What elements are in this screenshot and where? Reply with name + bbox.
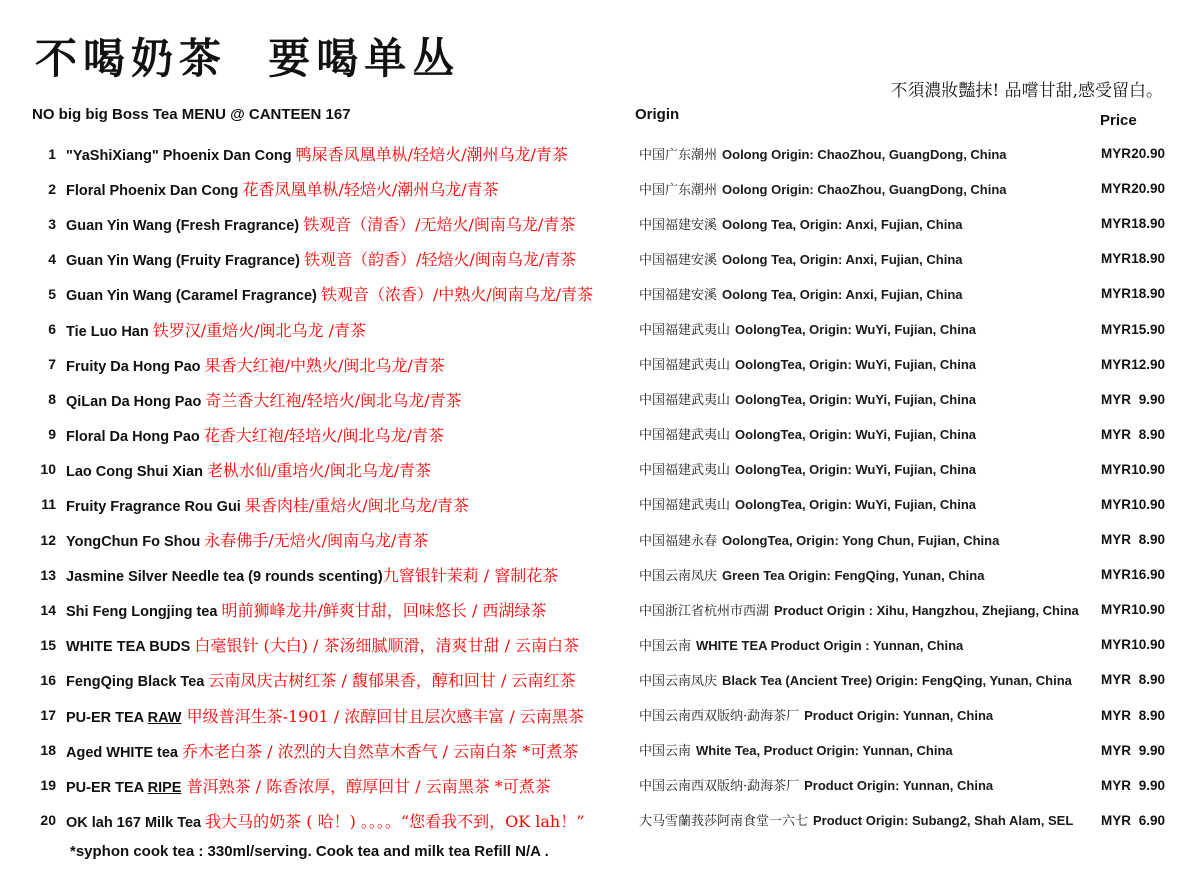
item-origin-cn: 中国福建安溪 bbox=[639, 252, 718, 268]
item-origin-en: Oolong Origin: ChaoZhou, GuangDong, China bbox=[722, 181, 1007, 197]
item-price-value: 20.90 bbox=[1131, 146, 1165, 162]
item-origin-cn: 中国云南凤庆 bbox=[639, 568, 718, 584]
item-price bbox=[1095, 357, 1165, 372]
item-desc-cn: 鸭屎香凤凰单枞/轻焙火/潮州乌龙/青茶 bbox=[295, 145, 568, 165]
item-name-en: PU-ER TEA bbox=[66, 779, 148, 796]
item-number: 12 bbox=[40, 531, 56, 548]
item-origin-cn: 中国广东潮州 bbox=[639, 147, 718, 163]
item-name-cell bbox=[58, 668, 632, 691]
item-price bbox=[1095, 813, 1165, 828]
item-currency: MYR bbox=[1101, 637, 1131, 653]
item-name-cell bbox=[58, 247, 632, 270]
item-currency: MYR bbox=[1101, 286, 1131, 302]
item-origin-en: Product Origin: Yunnan, China bbox=[804, 708, 994, 724]
item-price bbox=[1095, 672, 1165, 687]
menu-rows bbox=[0, 136, 1200, 838]
item-origin-en: Product Origin : Xihu, Hangzhou, Zhejiang, China bbox=[774, 602, 1079, 618]
item-price bbox=[1095, 602, 1165, 617]
item-price bbox=[1095, 146, 1165, 161]
item-origin bbox=[632, 705, 1095, 725]
item-name-underlined: RIPE bbox=[147, 779, 182, 796]
item-origin bbox=[632, 530, 1095, 550]
item-origin-en: OolongTea, Origin: WuYi, Fujian, China bbox=[735, 322, 976, 338]
item-price-value: 6.90 bbox=[1138, 812, 1165, 828]
item-name-en: Lao Cong Shui Xian bbox=[66, 463, 207, 480]
item-currency: MYR bbox=[1101, 181, 1131, 197]
item-number: 15 bbox=[40, 636, 56, 653]
item-name-cell bbox=[58, 493, 632, 516]
item-desc-cn: 我大马的奶茶 ( 哈！) 。。。。“您看我不到，OK lah！” bbox=[205, 811, 585, 831]
item-origin bbox=[632, 775, 1095, 795]
item-origin-cn: 中国广东潮州 bbox=[639, 182, 718, 198]
item-name-cell bbox=[58, 353, 632, 376]
item-price bbox=[1095, 567, 1165, 582]
item-desc-cn: 花香大红袍/轻培火/闽北乌龙/青茶 bbox=[203, 425, 444, 445]
item-origin bbox=[632, 144, 1095, 164]
item-name-cell bbox=[58, 318, 632, 341]
item-origin bbox=[632, 494, 1095, 514]
menu-item-row bbox=[28, 276, 1165, 311]
menu-item-row bbox=[28, 241, 1165, 276]
menu-header: NO big big Boss Tea MENU @ CANTEEN 167 bbox=[32, 106, 351, 123]
item-desc-cn: 花香凤凰单枞/轻焙火/潮州乌龙/青茶 bbox=[242, 180, 499, 200]
item-origin bbox=[632, 459, 1095, 479]
item-price-value: 10.90 bbox=[1131, 602, 1165, 618]
item-currency: MYR bbox=[1101, 216, 1131, 232]
item-origin bbox=[632, 179, 1095, 199]
item-currency: MYR bbox=[1101, 812, 1131, 828]
item-desc-cn: 永春佛手/无焙火/闽南乌龙/青茶 bbox=[204, 531, 429, 551]
item-origin-en: White Tea, Product Origin: Yunnan, China bbox=[696, 743, 953, 759]
menu-item-row bbox=[28, 417, 1165, 452]
item-origin-cn: 中国福建武夷山 bbox=[639, 428, 731, 444]
item-price-value: 9.90 bbox=[1138, 777, 1165, 793]
page-title: 不喝奶茶 要喝单丛 bbox=[35, 34, 461, 83]
menu-item-row bbox=[28, 347, 1165, 382]
item-desc-cn: 铁观音（浓香）/中熟火/闽南乌龙/青茶 bbox=[320, 285, 594, 305]
item-currency: MYR bbox=[1101, 602, 1131, 618]
item-number: 6 bbox=[48, 321, 56, 338]
item-price-value: 10.90 bbox=[1131, 637, 1165, 653]
item-number: 1 bbox=[48, 145, 56, 162]
item-origin bbox=[632, 389, 1095, 409]
menu-item-row bbox=[28, 768, 1165, 803]
item-origin-cn: 中国福建安溪 bbox=[639, 217, 718, 233]
item-price bbox=[1095, 181, 1165, 196]
item-name-en: FengQing Black Tea bbox=[66, 674, 209, 691]
item-origin-cn: 中国云南 bbox=[639, 744, 692, 760]
item-origin bbox=[632, 740, 1095, 760]
item-number: 18 bbox=[40, 742, 56, 759]
footnote: *syphon cook tea : 330ml/serving. Cook tea and milk tea Refill N/A . bbox=[70, 843, 549, 860]
item-price-value: 10.90 bbox=[1131, 461, 1165, 477]
item-number: 13 bbox=[40, 566, 56, 583]
menu-item-row bbox=[28, 452, 1165, 487]
item-number: 19 bbox=[40, 777, 56, 794]
item-origin-en: Product Origin: Subang2, Shah Alam, SEL bbox=[813, 813, 1074, 829]
item-origin-cn: 中国云南凤庆 bbox=[639, 673, 718, 689]
item-desc-cn: 九窨银针茉莉 / 窨制花茶 bbox=[382, 566, 559, 586]
item-name-en: Guan Yin Wang (Caramel Fragrance) bbox=[66, 288, 321, 305]
item-name-en: PU-ER TEA bbox=[66, 709, 148, 726]
item-price-value: 8.90 bbox=[1138, 426, 1165, 442]
item-name-cell bbox=[58, 563, 632, 586]
item-origin-cn: 中国福建永春 bbox=[639, 533, 718, 549]
item-origin-en: Oolong Tea, Origin: Anxi, Fujian, China bbox=[722, 216, 963, 232]
item-name-en: Floral Phoenix Dan Cong bbox=[66, 183, 243, 200]
item-desc-cn: 普洱熟茶 / 陈香浓厚，醇厚回甘 / 云南黑茶 *可煮茶 bbox=[181, 776, 551, 796]
item-number: 5 bbox=[48, 285, 56, 302]
item-name-en: Aged WHITE tea bbox=[66, 744, 183, 761]
item-price bbox=[1095, 637, 1165, 652]
item-currency: MYR bbox=[1101, 532, 1131, 548]
item-origin bbox=[632, 319, 1095, 339]
item-currency: MYR bbox=[1101, 426, 1131, 442]
item-price-value: 8.90 bbox=[1138, 707, 1165, 723]
item-origin-en: Oolong Tea, Origin: Anxi, Fujian, China bbox=[722, 286, 963, 302]
menu-item-row bbox=[28, 698, 1165, 733]
item-price-value: 12.90 bbox=[1131, 356, 1165, 372]
menu-item-row bbox=[28, 206, 1165, 241]
item-number: 17 bbox=[40, 707, 56, 724]
item-price bbox=[1095, 392, 1165, 407]
menu-item-row bbox=[28, 662, 1165, 697]
item-price-value: 9.90 bbox=[1138, 742, 1165, 758]
item-name-en: Shi Feng Longjing tea bbox=[66, 604, 222, 621]
menu-item-row bbox=[28, 557, 1165, 592]
menu-item-row bbox=[28, 487, 1165, 522]
item-name-en: "YaShiXiang" Phoenix Dan Cong bbox=[66, 148, 296, 165]
item-price-value: 20.90 bbox=[1131, 181, 1165, 197]
item-name-en: YongChun Fo Shou bbox=[66, 534, 205, 551]
price-column-header: Price bbox=[1100, 112, 1137, 129]
item-origin-en: WHITE TEA Product Origin : Yunnan, China bbox=[696, 637, 964, 653]
item-origin bbox=[632, 354, 1095, 374]
item-price bbox=[1095, 322, 1165, 337]
item-name-underlined: RAW bbox=[147, 709, 182, 726]
item-price-value: 18.90 bbox=[1131, 251, 1165, 267]
item-origin bbox=[632, 600, 1095, 620]
item-desc-cn: 甲级普洱生茶-1901 / 浓醇回甘且层次感丰富 / 云南黑茶 bbox=[181, 706, 584, 726]
item-name-cell bbox=[58, 809, 632, 832]
item-name-cell bbox=[58, 388, 632, 411]
item-name-en: Floral Da Hong Pao bbox=[66, 428, 204, 445]
item-desc-cn: 果香大红袍/中熟火/闽北乌龙/青茶 bbox=[204, 355, 445, 375]
item-origin bbox=[632, 635, 1095, 655]
menu-item-row bbox=[28, 592, 1165, 627]
item-origin-cn: 中国云南 bbox=[639, 638, 692, 654]
item-origin bbox=[632, 424, 1095, 444]
item-number: 3 bbox=[48, 215, 56, 232]
item-name-cell bbox=[58, 598, 632, 621]
item-desc-cn: 铁罗汉/重焙火/闽北乌龙 /青茶 bbox=[152, 320, 367, 340]
item-name-en: WHITE TEA BUDS bbox=[66, 639, 195, 656]
item-currency: MYR bbox=[1101, 251, 1131, 267]
item-price bbox=[1095, 251, 1165, 266]
item-origin-en: OolongTea, Origin: WuYi, Fujian, China bbox=[735, 392, 976, 408]
item-name-en: QiLan Da Hong Pao bbox=[66, 393, 206, 410]
item-number: 8 bbox=[48, 391, 56, 408]
menu-item-row bbox=[28, 522, 1165, 557]
item-desc-cn: 铁观音（韵香）/轻焙火/闽南乌龙/青茶 bbox=[303, 250, 577, 270]
item-origin bbox=[632, 670, 1095, 690]
item-currency: MYR bbox=[1101, 707, 1131, 723]
item-desc-cn: 铁观音（清香）/无焙火/闽南乌龙/青茶 bbox=[303, 215, 576, 235]
item-desc-cn: 云南凤庆古树红茶 / 馥郁果香，醇和回甘 / 云南红茶 bbox=[208, 671, 576, 691]
item-number: 9 bbox=[48, 426, 56, 443]
item-currency: MYR bbox=[1101, 461, 1131, 477]
item-number: 7 bbox=[48, 356, 56, 373]
item-origin-cn: 中国福建安溪 bbox=[639, 287, 718, 303]
page-subtitle: 不須濃妝豔抹! 品嚐甘甜,感受留白。 bbox=[890, 81, 1163, 101]
item-price bbox=[1095, 532, 1165, 547]
item-desc-cn: 果香肉桂/重焙火/闽北乌龙/青茶 bbox=[244, 495, 470, 515]
item-origin-en: Product Origin: Yunnan, China bbox=[804, 778, 994, 794]
item-origin-cn: 大马雪蘭莪莎阿南食堂一六七 bbox=[639, 814, 809, 830]
item-price bbox=[1095, 286, 1165, 301]
item-price-value: 10.90 bbox=[1131, 496, 1165, 512]
menu-item-row bbox=[28, 136, 1165, 171]
item-name-en: Guan Yin Wang (Fresh Fragrance) bbox=[66, 218, 304, 235]
item-number: 10 bbox=[40, 461, 56, 478]
item-number: 2 bbox=[48, 180, 56, 197]
item-number: 14 bbox=[40, 601, 56, 618]
menu-item-row bbox=[28, 171, 1165, 206]
item-name-en: Fruity Fragrance Rou Gui bbox=[66, 498, 245, 515]
item-name-en: Fruity Da Hong Pao bbox=[66, 358, 205, 375]
item-currency: MYR bbox=[1101, 567, 1131, 583]
item-origin-cn: 中国浙江省杭州市西湖 bbox=[639, 603, 770, 619]
item-origin bbox=[632, 284, 1095, 304]
item-origin-en: OolongTea, Origin: WuYi, Fujian, China bbox=[735, 462, 976, 478]
item-price-value: 16.90 bbox=[1131, 567, 1165, 583]
item-origin bbox=[632, 565, 1095, 585]
item-origin bbox=[632, 249, 1095, 269]
item-currency: MYR bbox=[1101, 146, 1131, 162]
item-origin bbox=[632, 810, 1095, 830]
item-name-en: Jasmine Silver Needle tea (9 rounds scenting) bbox=[66, 569, 383, 586]
item-number: 4 bbox=[48, 250, 56, 267]
item-price-value: 18.90 bbox=[1131, 216, 1165, 232]
item-origin-en: Black Tea (Ancient Tree) Origin: FengQing, Yunan, China bbox=[722, 672, 1072, 688]
item-origin-cn: 中国福建武夷山 bbox=[639, 323, 731, 339]
item-desc-cn: 白毫银针 (大白) / 茶汤细腻顺滑，清爽甘甜 / 云南白茶 bbox=[194, 636, 580, 656]
item-name-cell bbox=[58, 177, 632, 200]
item-origin-en: Green Tea Origin: FengQing, Yunan, China bbox=[722, 567, 985, 583]
item-currency: MYR bbox=[1101, 777, 1131, 793]
item-name-en: OK lah 167 Milk Tea bbox=[66, 814, 206, 831]
item-number: 16 bbox=[40, 671, 56, 688]
menu-item-row bbox=[28, 382, 1165, 417]
item-name-cell bbox=[58, 528, 632, 551]
item-desc-cn: 明前狮峰龙井/鲜爽甘甜，回味悠长 / 西湖绿茶 bbox=[221, 601, 547, 621]
item-price-value: 9.90 bbox=[1138, 391, 1165, 407]
item-desc-cn: 乔木老白茶 / 浓烈的大自然草木香气 / 云南白茶 *可煮茶 bbox=[182, 741, 579, 761]
item-name-cell bbox=[58, 212, 632, 235]
item-price-value: 8.90 bbox=[1138, 532, 1165, 548]
item-currency: MYR bbox=[1101, 391, 1131, 407]
item-origin-cn: 中国福建武夷山 bbox=[639, 393, 731, 409]
item-origin-en: OolongTea, Origin: WuYi, Fujian, China bbox=[735, 357, 976, 373]
item-origin-en: OolongTea, Origin: Yong Chun, Fujian, China bbox=[722, 532, 1000, 548]
item-origin-en: Oolong Tea, Origin: Anxi, Fujian, China bbox=[722, 251, 963, 267]
item-name-cell bbox=[58, 633, 632, 656]
menu-item-row bbox=[28, 311, 1165, 346]
item-name-en: Guan Yin Wang (Fruity Fragrance) bbox=[66, 253, 304, 270]
origin-column-header: Origin bbox=[635, 106, 680, 123]
item-desc-cn: 奇兰香大红袍/轻培火/闽北乌龙/青茶 bbox=[205, 390, 462, 410]
item-name-cell bbox=[58, 282, 632, 305]
item-name-cell bbox=[58, 458, 632, 481]
item-name-en: Tie Luo Han bbox=[66, 323, 153, 340]
item-price bbox=[1095, 427, 1165, 442]
item-name-cell bbox=[58, 704, 632, 727]
menu-item-row bbox=[28, 627, 1165, 662]
item-number: 11 bbox=[41, 496, 56, 513]
item-price bbox=[1095, 497, 1165, 512]
item-origin-cn: 中国福建武夷山 bbox=[639, 498, 731, 514]
item-name-cell bbox=[58, 142, 632, 165]
item-price bbox=[1095, 216, 1165, 231]
item-origin-en: Oolong Origin: ChaoZhou, GuangDong, China bbox=[722, 146, 1007, 162]
menu-item-row bbox=[28, 803, 1165, 838]
item-origin-en: OolongTea, Origin: WuYi, Fujian, China bbox=[735, 497, 976, 513]
menu-item-row bbox=[28, 733, 1165, 768]
item-name-cell bbox=[58, 774, 632, 797]
item-origin-cn: 中国云南西双版纳·勐海茶厂 bbox=[639, 709, 800, 725]
item-price bbox=[1095, 708, 1165, 723]
item-price-value: 8.90 bbox=[1138, 672, 1165, 688]
item-origin-cn: 中国福建武夷山 bbox=[639, 358, 731, 374]
item-price bbox=[1095, 743, 1165, 758]
item-currency: MYR bbox=[1101, 496, 1131, 512]
item-origin bbox=[632, 214, 1095, 234]
item-origin-cn: 中国云南西双版纳·勐海茶厂 bbox=[639, 779, 800, 795]
item-number: 20 bbox=[40, 812, 56, 829]
item-price bbox=[1095, 462, 1165, 477]
item-origin-en: OolongTea, Origin: WuYi, Fujian, China bbox=[735, 427, 976, 443]
item-price-value: 18.90 bbox=[1131, 286, 1165, 302]
item-currency: MYR bbox=[1101, 742, 1131, 758]
item-origin-cn: 中国福建武夷山 bbox=[639, 463, 731, 479]
item-name-cell bbox=[58, 423, 632, 446]
item-currency: MYR bbox=[1101, 356, 1131, 372]
item-name-cell bbox=[58, 739, 632, 762]
item-currency: MYR bbox=[1101, 321, 1131, 337]
item-price bbox=[1095, 778, 1165, 793]
item-currency: MYR bbox=[1101, 672, 1131, 688]
item-desc-cn: 老枞水仙/重培火/闽北乌龙/青茶 bbox=[206, 460, 432, 480]
item-price-value: 15.90 bbox=[1131, 321, 1165, 337]
